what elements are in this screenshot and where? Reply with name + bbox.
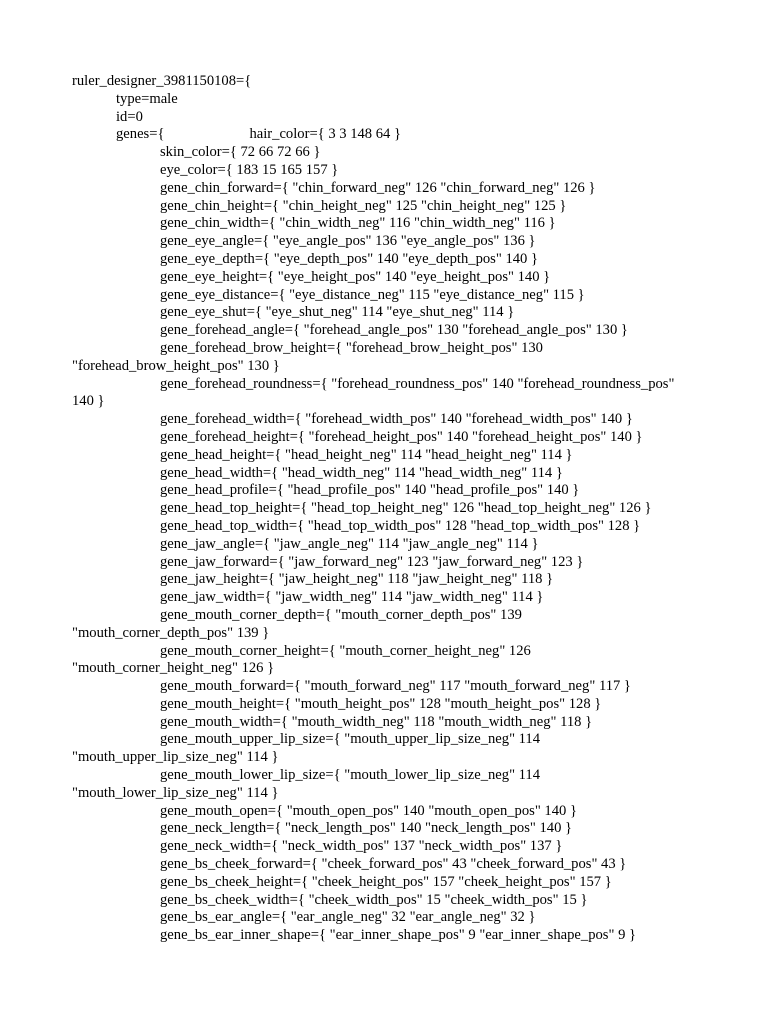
gene-line: gene_jaw_angle={ "jaw_angle_neg" 114 "jaw_angle_neg" 114 } bbox=[160, 535, 539, 552]
gene-line: gene_mouth_forward={ "mouth_forward_neg" 117 "mouth_forward_neg" 117 } bbox=[160, 678, 631, 695]
gene-line: gene_head_top_width={ "head_top_width_pos" 128 "head_top_width_pos" 128 } bbox=[160, 517, 641, 534]
gene-line: gene_forehead_brow_height={ "forehead_brow_height_pos" 130 bbox=[160, 339, 543, 356]
gene-line-continuation: "forehead_brow_height_pos" 130 } bbox=[72, 357, 280, 374]
gene-line: gene_eye_depth={ "eye_depth_pos" 140 "eye_depth_pos" 140 } bbox=[160, 250, 538, 267]
gene-line: gene_bs_cheek_forward={ "cheek_forward_pos" 43 "cheek_forward_pos" 43 } bbox=[160, 856, 627, 873]
gene-line: gene_chin_forward={ "chin_forward_neg" 126 "chin_forward_neg" 126 } bbox=[160, 179, 596, 196]
gene-line: gene_bs_cheek_height={ "cheek_height_pos" 157 "cheek_height_pos" 157 } bbox=[160, 873, 612, 890]
gene-line: gene_neck_width={ "neck_width_pos" 137 "neck_width_pos" 137 } bbox=[160, 838, 563, 855]
gene-line: gene_mouth_corner_depth={ "mouth_corner_depth_pos" 139 bbox=[160, 606, 522, 623]
gene-line-continuation: 140 } bbox=[72, 393, 105, 410]
hair-color: hair_color={ 3 3 148 64 } bbox=[249, 126, 402, 143]
gene-line: gene_mouth_upper_lip_size={ "mouth_upper_lip_size_neg" 114 bbox=[160, 731, 541, 748]
gene-line: eye_color={ 183 15 165 157 } bbox=[160, 161, 339, 178]
gene-line: gene_forehead_angle={ "forehead_angle_pos" 130 "forehead_angle_pos" 130 } bbox=[160, 322, 628, 339]
document-header: ruler_designer_3981150108={ bbox=[72, 73, 252, 89]
gene-line: gene_head_width={ "head_width_neg" 114 "head_width_neg" 114 } bbox=[160, 464, 563, 481]
type-line: type=male bbox=[116, 90, 178, 107]
id-line: id=0 bbox=[116, 108, 143, 125]
gene-line: gene_neck_length={ "neck_length_pos" 140 "neck_length_pos" 140 } bbox=[160, 820, 573, 837]
gene-line: gene_eye_distance={ "eye_distance_neg" 115 "eye_distance_neg" 115 } bbox=[160, 286, 585, 303]
gene-lines bbox=[72, 144, 702, 945]
document-page bbox=[72, 73, 702, 945]
gene-line: gene_jaw_height={ "jaw_height_neg" 118 "jaw_height_neg" 118 } bbox=[160, 571, 554, 588]
gene-line: gene_bs_cheek_width={ "cheek_width_pos" 15 "cheek_width_pos" 15 } bbox=[160, 891, 588, 908]
gene-line: gene_mouth_width={ "mouth_width_neg" 118 "mouth_width_neg" 118 } bbox=[160, 713, 593, 730]
gene-line: gene_eye_shut={ "eye_shut_neg" 114 "eye_shut_neg" 114 } bbox=[160, 304, 515, 321]
gene-line-continuation: "mouth_corner_depth_pos" 139 } bbox=[72, 624, 270, 641]
gene-line: gene_mouth_lower_lip_size={ "mouth_lower_lip_size_neg" 114 bbox=[160, 767, 541, 784]
gene-line: gene_mouth_height={ "mouth_height_pos" 128 "mouth_height_pos" 128 } bbox=[160, 695, 602, 712]
gene-line: gene_mouth_open={ "mouth_open_pos" 140 "mouth_open_pos" 140 } bbox=[160, 802, 577, 819]
gene-line: gene_forehead_height={ "forehead_height_pos" 140 "forehead_height_pos" 140 } bbox=[160, 428, 643, 445]
gene-line: gene_head_profile={ "head_profile_pos" 140 "head_profile_pos" 140 } bbox=[160, 482, 580, 499]
gene-line-continuation: "mouth_corner_height_neg" 126 } bbox=[72, 660, 275, 677]
genes-open: genes={ bbox=[116, 126, 165, 143]
gene-line: gene_head_height={ "head_height_neg" 114 "head_height_neg" 114 } bbox=[160, 446, 573, 463]
gene-line: gene_bs_ear_angle={ "ear_angle_neg" 32 "ear_angle_neg" 32 } bbox=[160, 909, 536, 926]
gene-line: gene_chin_width={ "chin_width_neg" 116 "chin_width_neg" 116 } bbox=[160, 215, 556, 232]
gene-line: gene_mouth_corner_height={ "mouth_corner_height_neg" 126 bbox=[160, 642, 531, 659]
gene-line: gene_forehead_width={ "forehead_width_pos" 140 "forehead_width_pos" 140 } bbox=[160, 411, 633, 428]
gene-line: gene_chin_height={ "chin_height_neg" 125 "chin_height_neg" 125 } bbox=[160, 197, 567, 214]
gene-line: gene_jaw_forward={ "jaw_forward_neg" 123 "jaw_forward_neg" 123 } bbox=[160, 553, 584, 570]
gene-line: skin_color={ 72 66 72 66 } bbox=[160, 144, 321, 161]
gene-line: gene_head_top_height={ "head_top_height_neg" 126 "head_top_height_neg" 126 } bbox=[160, 500, 652, 517]
gene-line-continuation: "mouth_lower_lip_size_neg" 114 } bbox=[72, 784, 279, 801]
genes-open-line bbox=[72, 126, 702, 144]
gene-line: gene_eye_angle={ "eye_angle_pos" 136 "eye_angle_pos" 136 } bbox=[160, 233, 536, 250]
gene-line: gene_jaw_width={ "jaw_width_neg" 114 "jaw_width_neg" 114 } bbox=[160, 589, 544, 606]
gene-line: gene_bs_ear_inner_shape={ "ear_inner_shape_pos" 9 "ear_inner_shape_pos" 9 } bbox=[160, 927, 637, 944]
gene-line: gene_forehead_roundness={ "forehead_roundness_pos" 140 "forehead_roundness_pos" bbox=[160, 375, 675, 392]
gene-line: gene_eye_height={ "eye_height_pos" 140 "eye_height_pos" 140 } bbox=[160, 268, 551, 285]
gene-line-continuation: "mouth_upper_lip_size_neg" 114 } bbox=[72, 749, 279, 766]
